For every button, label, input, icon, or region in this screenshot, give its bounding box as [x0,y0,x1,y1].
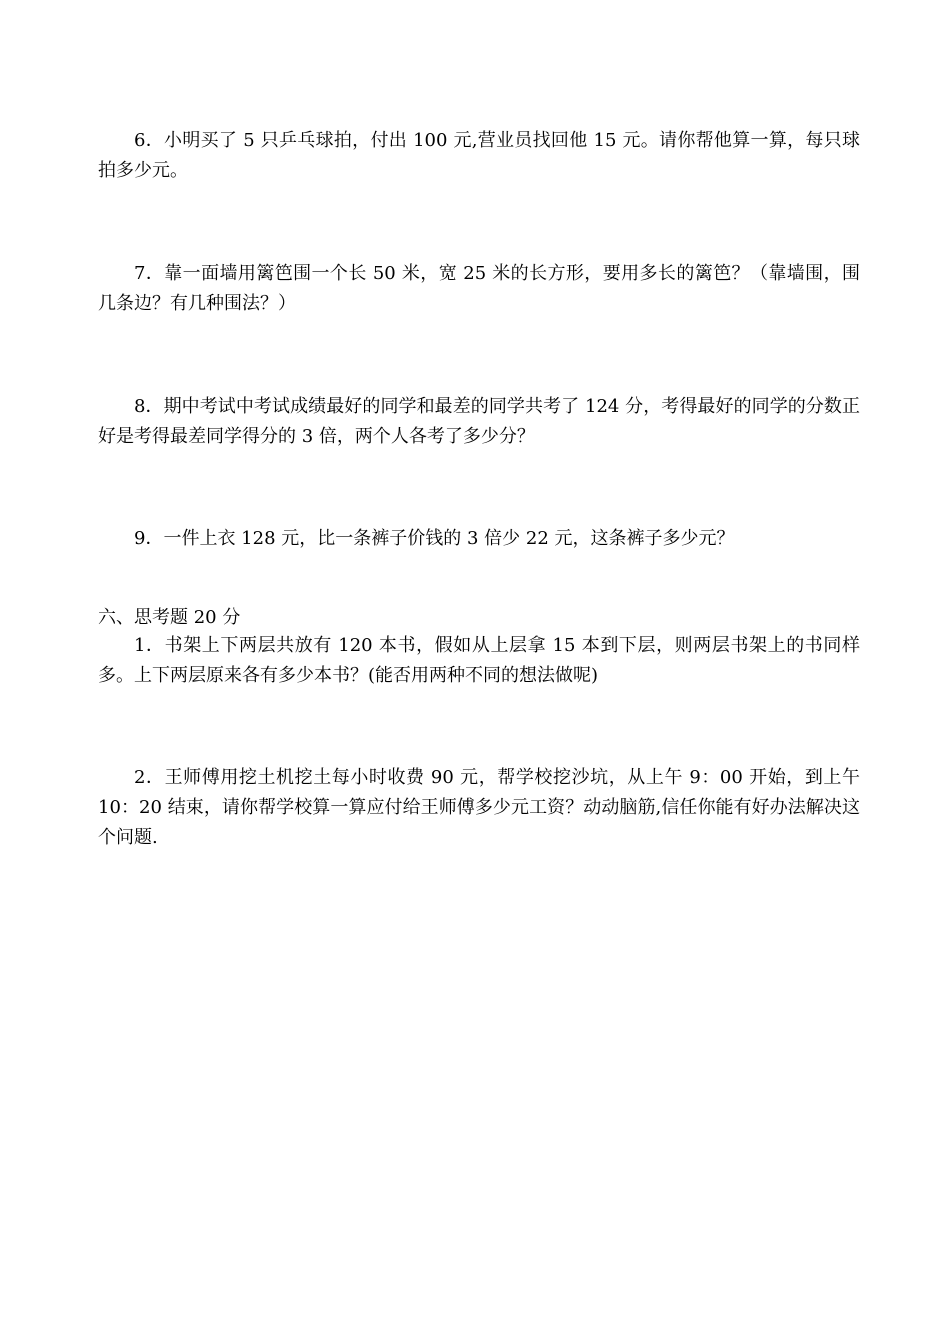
problem-7: 7．靠一面墙用篱笆围一个长 50 米，宽 25 米的长方形，要用多长的篱笆？（靠墙围，围几条边？有几种围法？） [98,263,860,314]
thinking-question-1: 1．书架上下两层共放有 120 本书，假如从上层拿 15 本到下层，则两层书架上的书同样多。上下两层原来各有多少本书？(能否用两种不同的想法做呢) [98,635,860,686]
problem-9: 9．一件上衣 128 元，比一条裤子价钱的 3 倍少 22 元，这条裤子多少元？ [134,528,735,549]
problem-8: 8．期中考试中考试成绩最好的同学和最差的同学共考了 124 分，考得最好的同学的分数正好是考得最差同学得分的 3 倍，两个人各考了多少分？ [98,396,860,447]
section-heading: 六、思考题 20 分 [98,607,241,628]
problem-6: 6．小明买了 5 只乒乓球拍，付出 100 元,营业员找回他 15 元。请你帮他算一算，每只球拍多少元。 [98,130,860,181]
thinking-question-2: 2．王师傅用挖土机挖土每小时收费 90 元，帮学校挖沙坑，从上午 9：00 开始，到上午 10：20 结束，请你帮学校算一算应付给王师傅多少元工资？动动脑筋,信任你能有好办法解决这个问题. [98,767,860,848]
